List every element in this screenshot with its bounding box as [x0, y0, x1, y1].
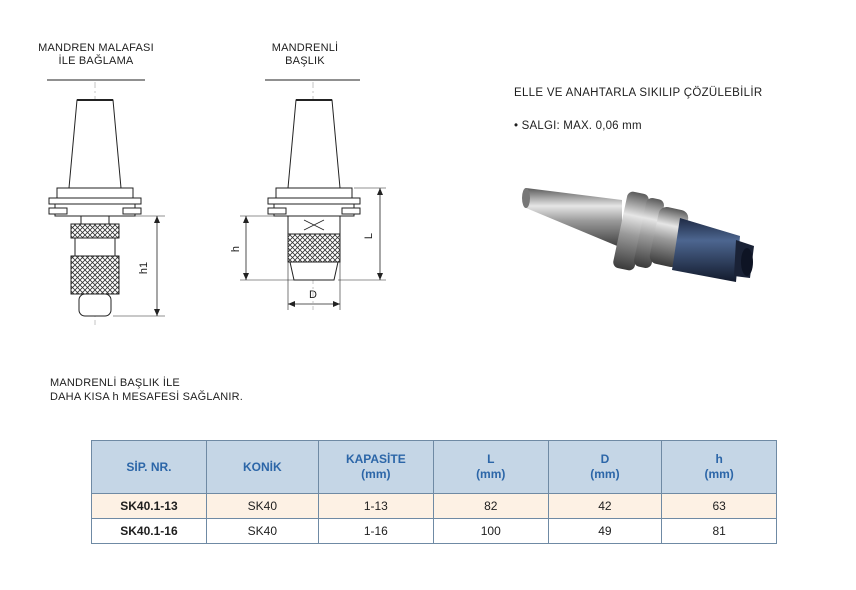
left-drawing-caption	[30, 42, 162, 68]
middle-technical-drawing	[220, 70, 390, 330]
header-h-label: h	[715, 452, 723, 466]
cell-h: 81	[662, 519, 777, 544]
cell-capacity: 1-13	[318, 494, 433, 519]
cell-order-no: SK40.1-16	[92, 519, 207, 544]
dim-label-h: h	[230, 245, 243, 253]
product-title: ELLE VE ANAHTARLA SIKILIP ÇÖZÜLEBİLİR	[514, 87, 763, 99]
dim-label-L: L	[363, 232, 376, 240]
note-line1: MANDRENLİ BAŞLIK İLE	[50, 377, 180, 389]
header-D-unit: (mm)	[590, 467, 620, 481]
cell-capacity: 1-16	[318, 519, 433, 544]
mid-caption-line2: BAŞLIK	[285, 55, 325, 67]
cell-D: 42	[548, 494, 662, 519]
header-capacity-label: KAPASİTE	[345, 452, 406, 466]
table-row	[92, 494, 777, 519]
header-capacity-unit: (mm)	[361, 467, 391, 481]
header-L-unit: (mm)	[476, 467, 506, 481]
cell-taper: SK40	[206, 494, 318, 519]
spec-table-header-row	[92, 441, 777, 494]
cell-taper: SK40	[206, 519, 318, 544]
header-taper	[206, 441, 318, 494]
cell-h: 63	[662, 494, 777, 519]
note-line2: DAHA KISA h MESAFESİ SAĞLANIR.	[50, 391, 244, 403]
header-L	[433, 441, 548, 494]
header-D	[548, 441, 662, 494]
dim-label-h1: h1	[138, 261, 151, 275]
header-order-no	[92, 441, 207, 494]
spec-table	[91, 440, 777, 544]
header-L-label: L	[487, 452, 495, 466]
table-row	[92, 519, 777, 544]
cell-D: 49	[548, 519, 662, 544]
cell-order-no: SK40.1-13	[92, 494, 207, 519]
left-technical-drawing	[25, 70, 195, 370]
header-h	[662, 441, 777, 494]
header-D-label: D	[600, 452, 610, 466]
shorter-h-note	[50, 376, 243, 404]
product-runout-spec: • SALGI: MAX. 0,06 mm	[514, 120, 642, 132]
cell-L: 82	[433, 494, 548, 519]
dim-label-D: D	[309, 289, 317, 301]
cell-L: 100	[433, 519, 548, 544]
header-h-unit: (mm)	[704, 467, 734, 481]
header-capacity	[318, 441, 433, 494]
left-caption-line2: İLE BAĞLAMA	[58, 55, 134, 67]
header-order-no-label: SİP. NR.	[126, 459, 172, 474]
left-caption-line1: MANDREN MALAFASI	[38, 42, 154, 54]
product-photo	[522, 170, 762, 300]
middle-drawing-caption	[260, 42, 350, 68]
mid-caption-line1: MANDRENLİ	[271, 42, 339, 54]
header-taper-label: KONİK	[243, 459, 282, 474]
